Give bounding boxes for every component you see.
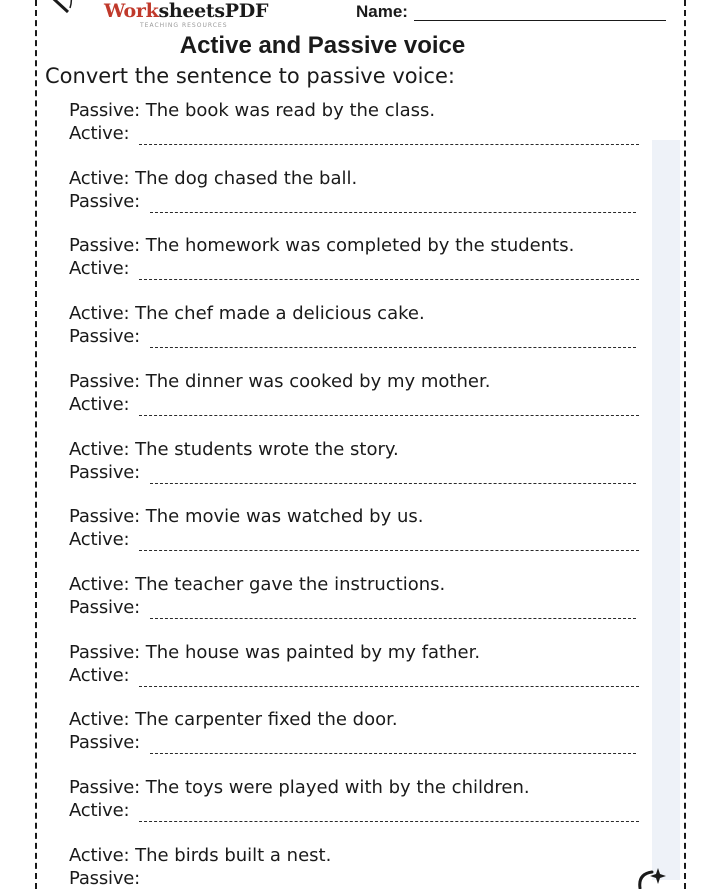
answer-row <box>69 867 669 889</box>
exercise-item <box>69 370 669 416</box>
exercise-item <box>69 505 669 551</box>
answer-label: Passive: <box>69 596 141 618</box>
given-text: The carpenter fixed the door. <box>135 709 398 731</box>
given-label: Active: <box>69 844 130 866</box>
given-sentence <box>69 302 669 325</box>
answer-blank[interactable] <box>150 333 636 348</box>
given-sentence <box>69 438 669 461</box>
given-text: The teacher gave the instructions. <box>135 573 446 595</box>
given-sentence <box>69 370 669 393</box>
answer-label: Active: <box>69 123 130 144</box>
given-text: The chef made a delicious cake. <box>135 303 425 325</box>
given-label: Active: <box>69 709 130 731</box>
exercise-item <box>69 234 669 280</box>
left-dashed-border <box>35 0 37 889</box>
given-label: Active: <box>69 167 130 189</box>
given-text: The dog chased the ball. <box>135 167 358 189</box>
pencil-corner-icon <box>40 0 78 16</box>
given-sentence <box>69 776 669 799</box>
exercise-item <box>69 708 669 754</box>
answer-row <box>69 799 669 822</box>
given-label: Active: <box>69 438 130 460</box>
right-dashed-border <box>684 0 686 889</box>
logo-brand: Work <box>104 0 159 22</box>
answer-row <box>69 664 669 687</box>
given-text: The birds built a nest. <box>135 844 332 866</box>
page-title: Active and Passive voice <box>179 32 466 59</box>
given-label: Passive: <box>69 235 141 257</box>
answer-label: Passive: <box>69 326 141 348</box>
exercise-item <box>69 844 669 889</box>
answer-label: Passive: <box>69 190 141 212</box>
exercise-item <box>69 641 669 687</box>
answer-blank[interactable] <box>139 536 639 551</box>
answer-row <box>69 190 669 213</box>
answer-blank[interactable] <box>150 604 636 619</box>
answer-label: Active: <box>69 529 130 551</box>
answer-blank[interactable] <box>150 875 636 889</box>
exercise-item <box>69 167 669 213</box>
exercise-item <box>69 99 669 145</box>
given-text: The book was read by the class. <box>145 100 436 121</box>
given-label: Active: <box>69 573 130 595</box>
name-label: Name: <box>356 2 408 21</box>
answer-row <box>69 461 669 484</box>
logo <box>104 0 268 22</box>
given-text: The homework was completed by the students. <box>145 235 575 257</box>
given-label: Passive: <box>69 641 141 663</box>
given-text: The dinner was cooked by my mother. <box>145 370 491 392</box>
given-sentence <box>69 167 669 190</box>
answer-label: Active: <box>69 664 130 686</box>
given-label: Passive: <box>69 777 141 798</box>
answer-blank[interactable] <box>139 807 639 822</box>
given-text: The students wrote the story. <box>135 438 399 460</box>
given-text: The movie was watched by us. <box>145 506 424 528</box>
answer-blank[interactable] <box>139 401 639 416</box>
given-sentence <box>69 708 669 731</box>
logo-subtitle: TEACHING RESOURCES <box>140 22 228 29</box>
sparkle-edit-icon[interactable] <box>636 866 666 889</box>
answer-row <box>69 596 669 619</box>
answer-blank[interactable] <box>150 469 636 484</box>
exercise-item <box>69 438 669 484</box>
answer-row <box>69 122 669 145</box>
answer-label: Passive: <box>69 461 141 483</box>
given-text: The house was painted by my father. <box>145 641 481 663</box>
exercise-item <box>69 573 669 619</box>
answer-row <box>69 325 669 348</box>
answer-blank[interactable] <box>150 198 636 213</box>
logo-rest: sheetsPDF <box>158 0 269 22</box>
answer-blank[interactable] <box>150 739 636 754</box>
answer-label: Active: <box>69 393 130 415</box>
instruction-text: Convert the sentence to passive voice: <box>45 64 455 88</box>
given-sentence <box>69 573 669 596</box>
given-text: The toys were played with by the children. <box>145 777 530 798</box>
answer-label: Active: <box>69 800 130 821</box>
answer-label: Active: <box>69 258 130 280</box>
given-label: Passive: <box>69 370 141 392</box>
given-label: Active: <box>69 303 130 325</box>
answer-row <box>69 257 669 280</box>
given-sentence <box>69 505 669 528</box>
given-sentence <box>69 234 669 257</box>
given-label: Passive: <box>69 506 141 528</box>
answer-blank[interactable] <box>139 130 639 145</box>
answer-label: Passive: <box>69 732 141 754</box>
answer-row <box>69 393 669 416</box>
given-sentence <box>69 99 669 122</box>
given-sentence <box>69 641 669 664</box>
answer-blank[interactable] <box>139 265 639 280</box>
exercise-item <box>69 302 669 348</box>
given-sentence <box>69 844 669 867</box>
answer-row <box>69 528 669 551</box>
name-field[interactable] <box>414 20 666 21</box>
answer-row <box>69 731 669 754</box>
answer-label: Passive: <box>69 867 141 889</box>
exercise-item <box>69 776 669 822</box>
answer-blank[interactable] <box>139 672 639 687</box>
given-label: Passive: <box>69 100 141 121</box>
